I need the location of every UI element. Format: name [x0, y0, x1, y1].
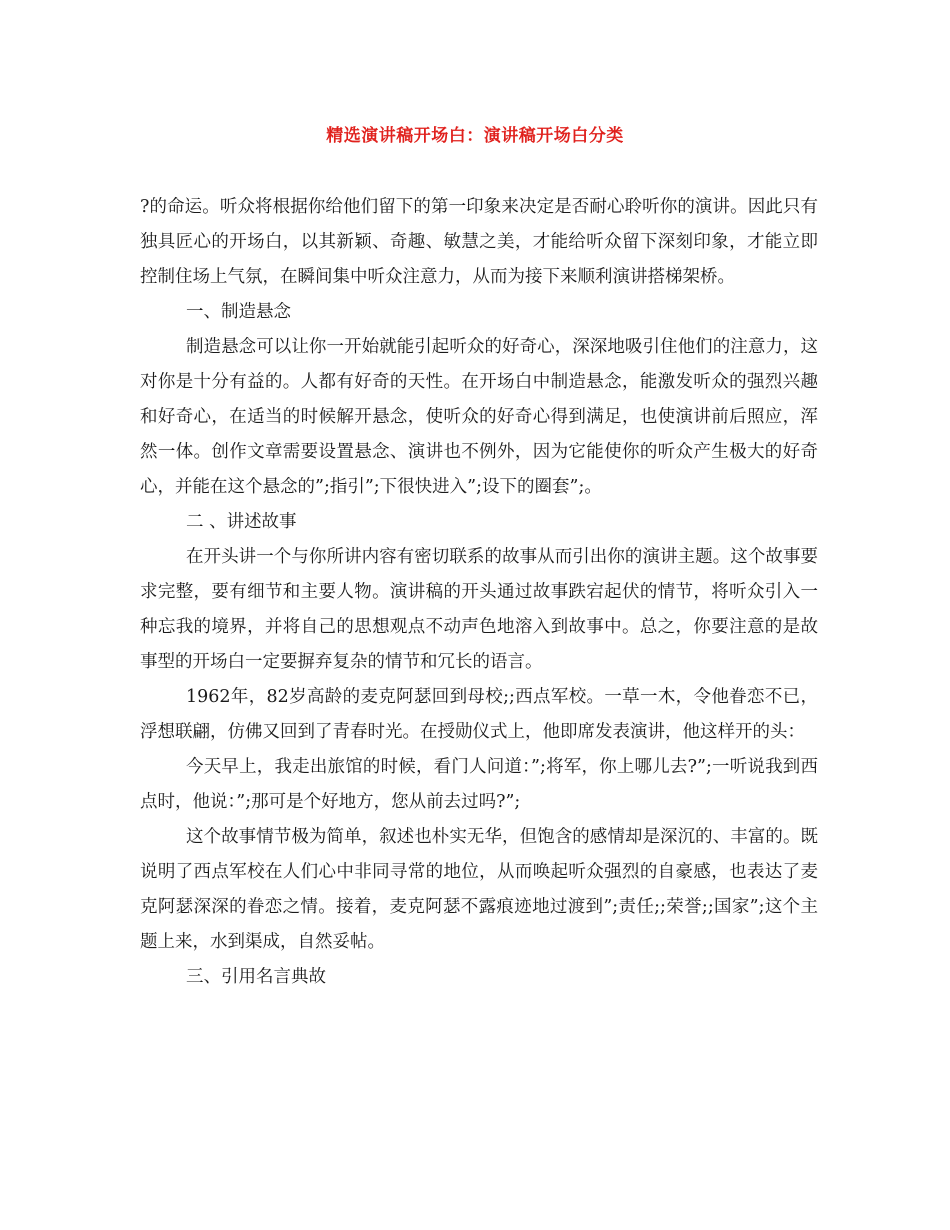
- paragraph-macarthur: 1962年，82岁高龄的麦克阿瑟回到母校;;西点军校。一草一木，令他眷恋不已，浮想联翩，仿佛又回到了青春时光。在授勋仪式上，他即席发表演讲，他这样开的头：: [140, 687, 818, 742]
- paragraph-intro: ?的命运。听众将根据你给他们留下的第一印象来决定是否耐心聆听你的演讲。因此只有独具匠心的开场白，以其新颖、奇趣、敏慧之美，才能给听众留下深刻印象，才能立即控制住场上气氛，在瞬间集中听众注意力，从而为接下来顺利演讲搭梯架桥。: [140, 197, 818, 287]
- paragraph-story: 在开头讲一个与你所讲内容有密切联系的故事从而引出你的演讲主题。这个故事要求完整，要有细节和主要人物。演讲稿的开头通过故事跌宕起伏的情节，将听众引入一种忘我的境界，并将自己的思想观点不动声色地溶入到故事中。总之，你要注意的是故事型的开场白一定要摒弃复杂的情节和冗长的语言。: [140, 547, 818, 672]
- document-title: 精选演讲稿开场白：演讲稿开场白分类: [326, 126, 624, 146]
- document-body: [140, 190, 818, 995]
- section-heading-quotes: 三、引用名言典故: [186, 967, 326, 987]
- section-heading-suspense: 一、制造悬念: [186, 302, 291, 322]
- paragraph-quote: 今天早上，我走出旅馆的时候，看门人问道：”;将军，你上哪儿去?”;一听说我到西点时，他说：”;那可是个好地方，您从前去过吗?”;: [140, 757, 818, 812]
- section-heading-story: 二 、讲述故事: [186, 512, 297, 532]
- paragraph-suspense: 制造悬念可以让你一开始就能引起听众的好奇心，深深地吸引住他们的注意力，这对你是十分有益的。人都有好奇的天性。在开场白中制造悬念，能激发听众的强烈兴趣和好奇心，在适当的时候解开悬念，使听众的好奇心得到满足，也使演讲前后照应，浑然一体。创作文章需要设置悬念、演讲也不例外，因为它能使你的听众产生极大的好奇心，并能在这个悬念的”;指引”;下很快进入”;设下的圈套”;。: [140, 337, 818, 497]
- paragraph-analysis: 这个故事情节极为简单，叙述也朴实无华，但饱含的感情却是深沉的、丰富的。既说明了西点军校在人们心中非同寻常的地位，从而唤起听众强烈的自豪感，也表达了麦克阿瑟深深的眷恋之情。接着，麦克阿瑟不露痕迹地过渡到”;责任;;荣誉;;国家”;这个主题上来，水到渠成，自然妥帖。: [140, 827, 818, 952]
